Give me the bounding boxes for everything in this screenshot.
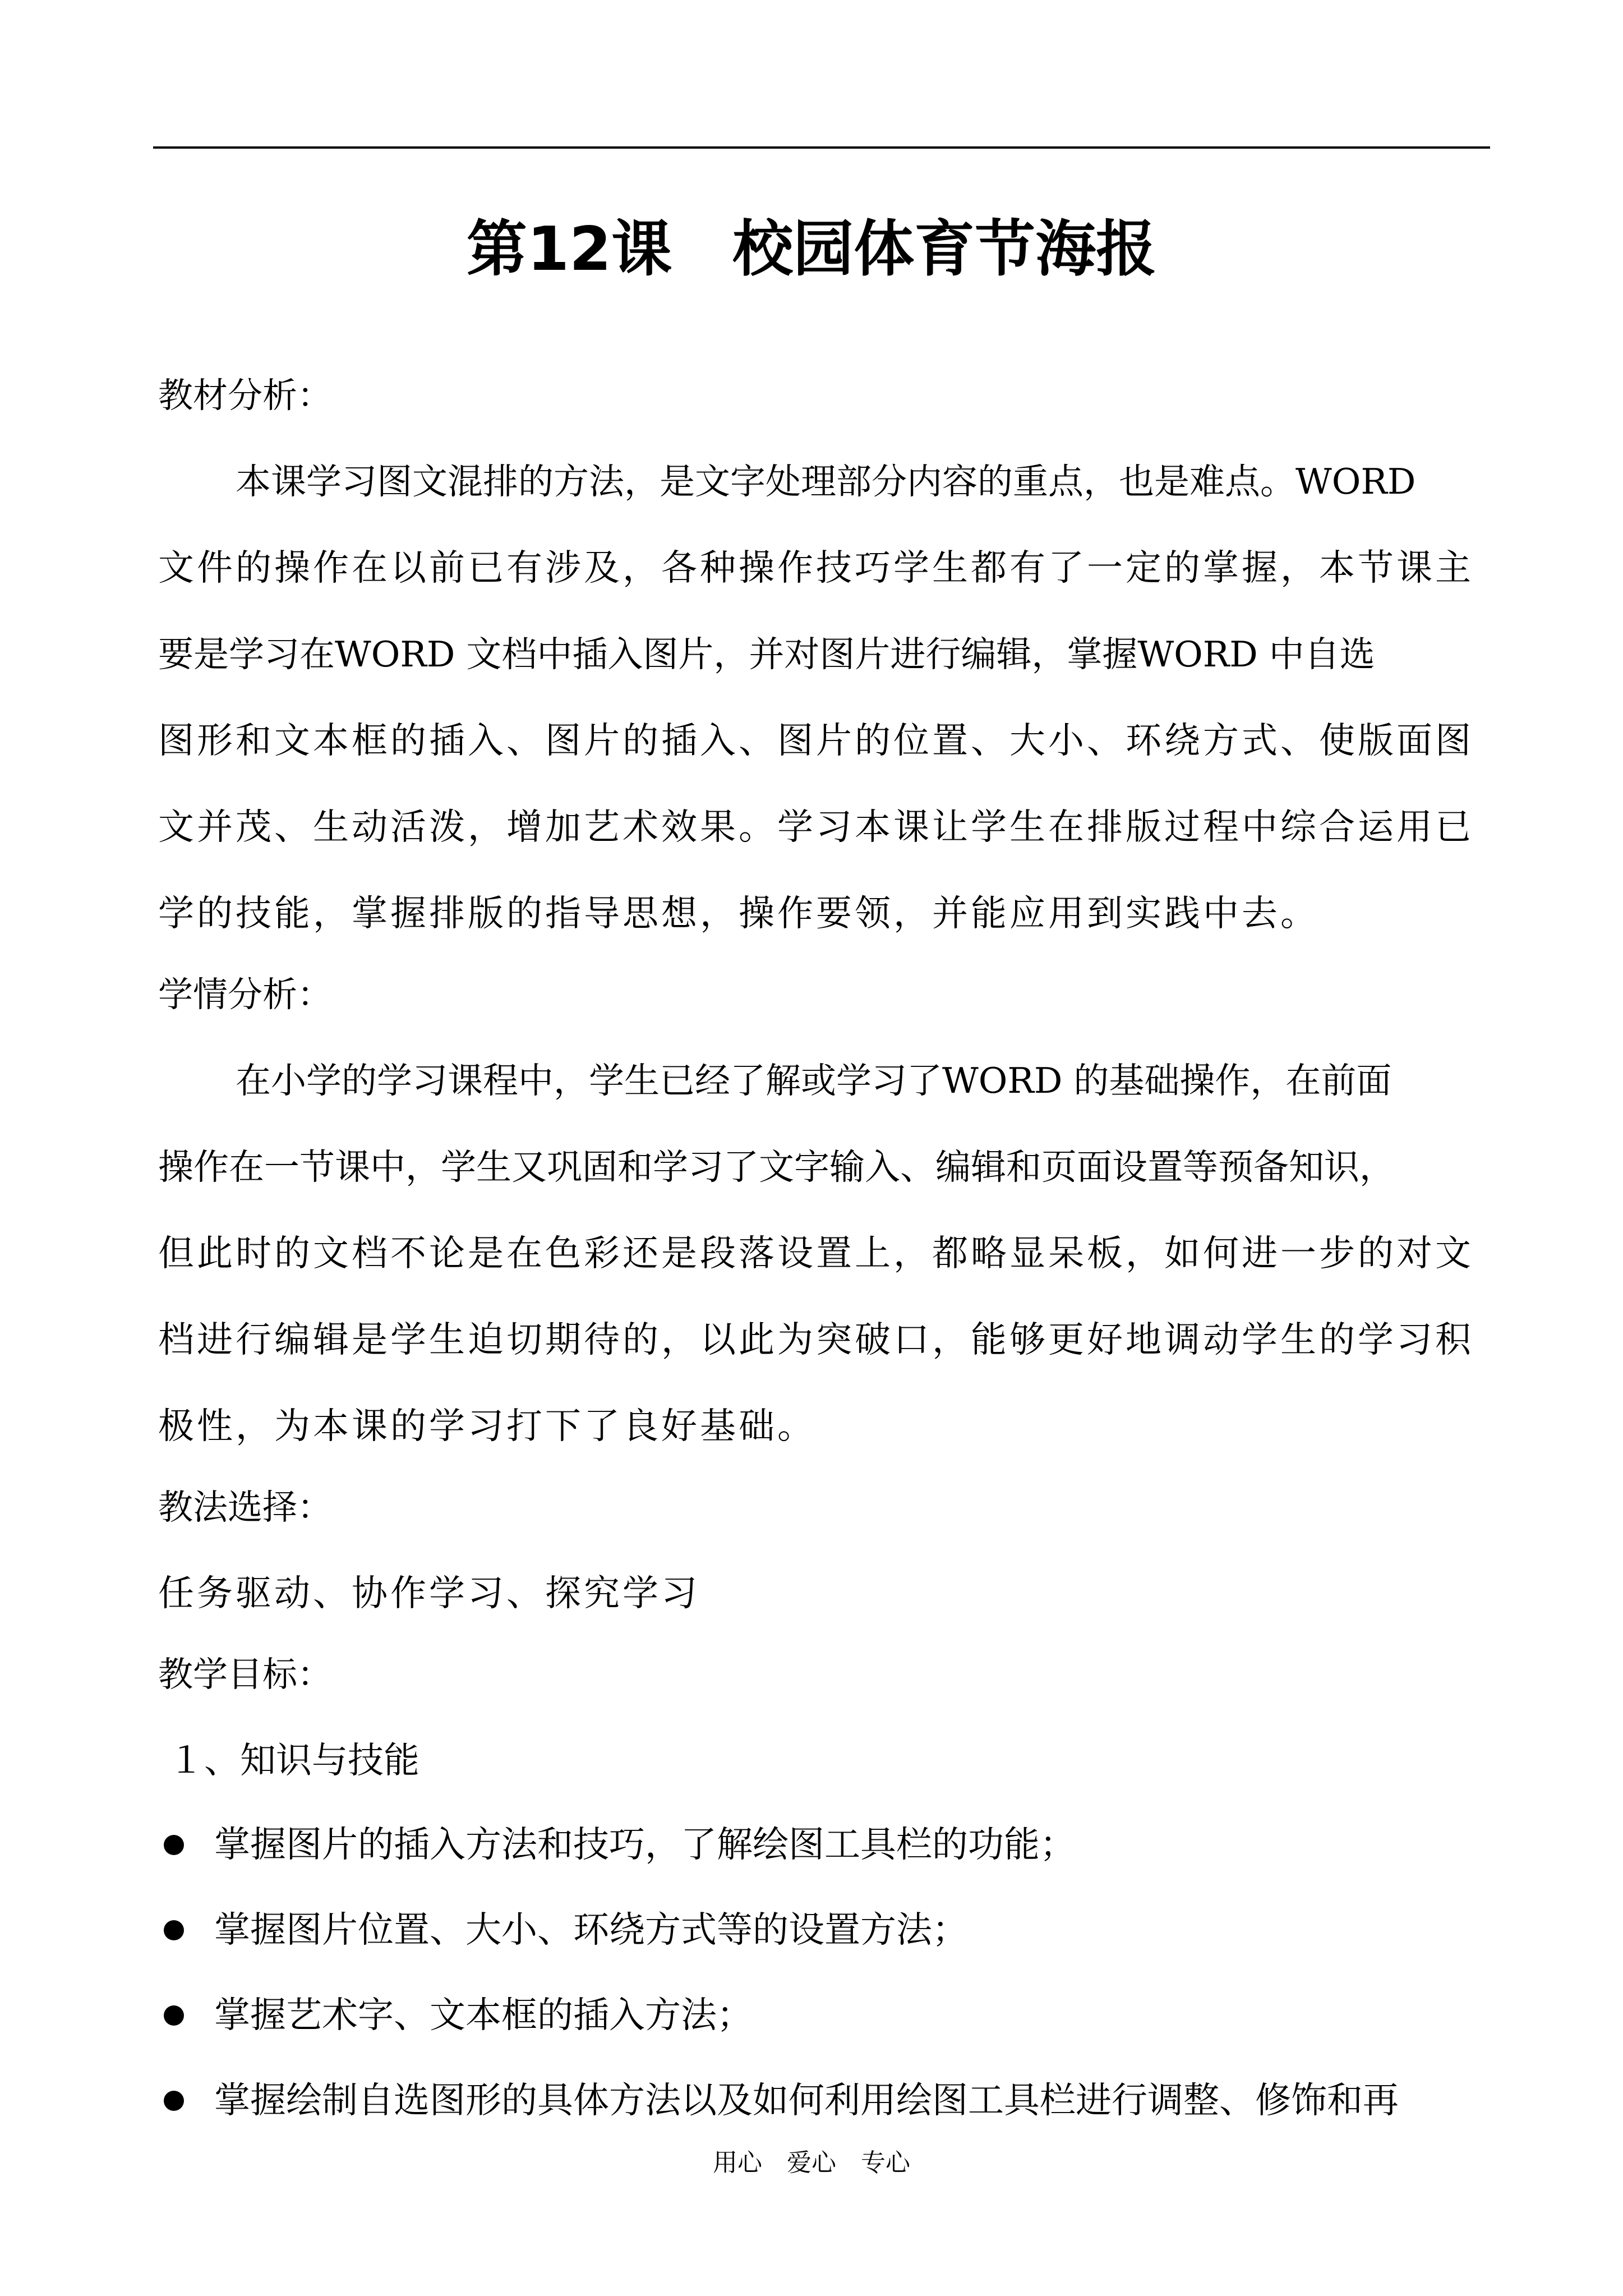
material-analysis-line-3: 要是学习在WORD 文档中插入图片，并对图片进行编辑，掌握WORD 中自选 — [158, 634, 1375, 675]
teaching-method-text: 任务驱动、协作学习、探究学习 — [158, 1573, 700, 1614]
material-analysis-line-6: 学的技能，掌握排版的指导思想，操作要领，并能应用到实践中去。 — [158, 893, 1319, 935]
learner-analysis-line-4: 档进行编辑是学生迫切期待的，以此为突破口，能够更好地调动学生的学习积 — [158, 1319, 1474, 1361]
material-analysis-line-2: 文件的操作在以前已有涉及，各种操作技巧学生都有了一定的掌握，本节课主 — [158, 547, 1474, 589]
learner-analysis-line-5: 极性，为本课的学习打下了良好基础。 — [158, 1406, 816, 1447]
learner-analysis-line-2: 操作在一节课中，学生又巩固和学习了文字输入、编辑和页面设置等预备知识， — [158, 1147, 1395, 1188]
material-analysis-heading: 教材分析： — [158, 375, 333, 416]
learner-analysis-heading: 学情分析： — [158, 974, 333, 1015]
header-rule — [153, 146, 1490, 149]
goal-bullet-text: 掌握艺术字、文本框的插入方法； — [214, 1995, 753, 2036]
page-footer: 用心 爱心 专心 — [713, 2148, 910, 2177]
learner-analysis-line-3: 但此时的文档不论是在色彩还是段落设置上，都略显呆板，如何进一步的对文 — [158, 1233, 1474, 1274]
learner-analysis-line-1: 在小学的学习课程中，学生已经了解或学习了WORD 的基础操作，在前面 — [236, 1060, 1392, 1101]
teaching-goals-subheading: １、知识与技能 — [168, 1740, 419, 1782]
material-analysis-line-1: 本课学习图文混排的方法，是文字处理部分内容的重点，也是难点。WORD — [236, 461, 1416, 502]
goal-bullet-text: 掌握图片的插入方法和技巧，了解绘图工具栏的功能； — [214, 1824, 1076, 1866]
lesson-title: 第12课 校园体育节海报 — [466, 214, 1157, 284]
material-analysis-line-5: 文并茂、生动活泼，增加艺术效果。学习本课让学生在排版过程中综合运用已 — [158, 807, 1474, 848]
bullet-icon — [164, 2091, 184, 2111]
bullet-icon — [164, 2005, 184, 2026]
bullet-icon — [164, 1835, 184, 1855]
goal-bullet-text: 掌握图片位置、大小、环绕方式等的设置方法； — [214, 1910, 968, 1951]
material-analysis-line-4: 图形和文本框的插入、图片的插入、图片的位置、大小、环绕方式、使版面图 — [158, 720, 1474, 762]
teaching-goals-heading: 教学目标： — [158, 1654, 333, 1695]
bullet-icon — [164, 1920, 184, 1940]
goal-bullet-text: 掌握绘制自选图形的具体方法以及如何利用绘图工具栏进行调整、修饰和再 — [214, 2080, 1399, 2122]
teaching-method-heading: 教法选择： — [158, 1487, 333, 1527]
